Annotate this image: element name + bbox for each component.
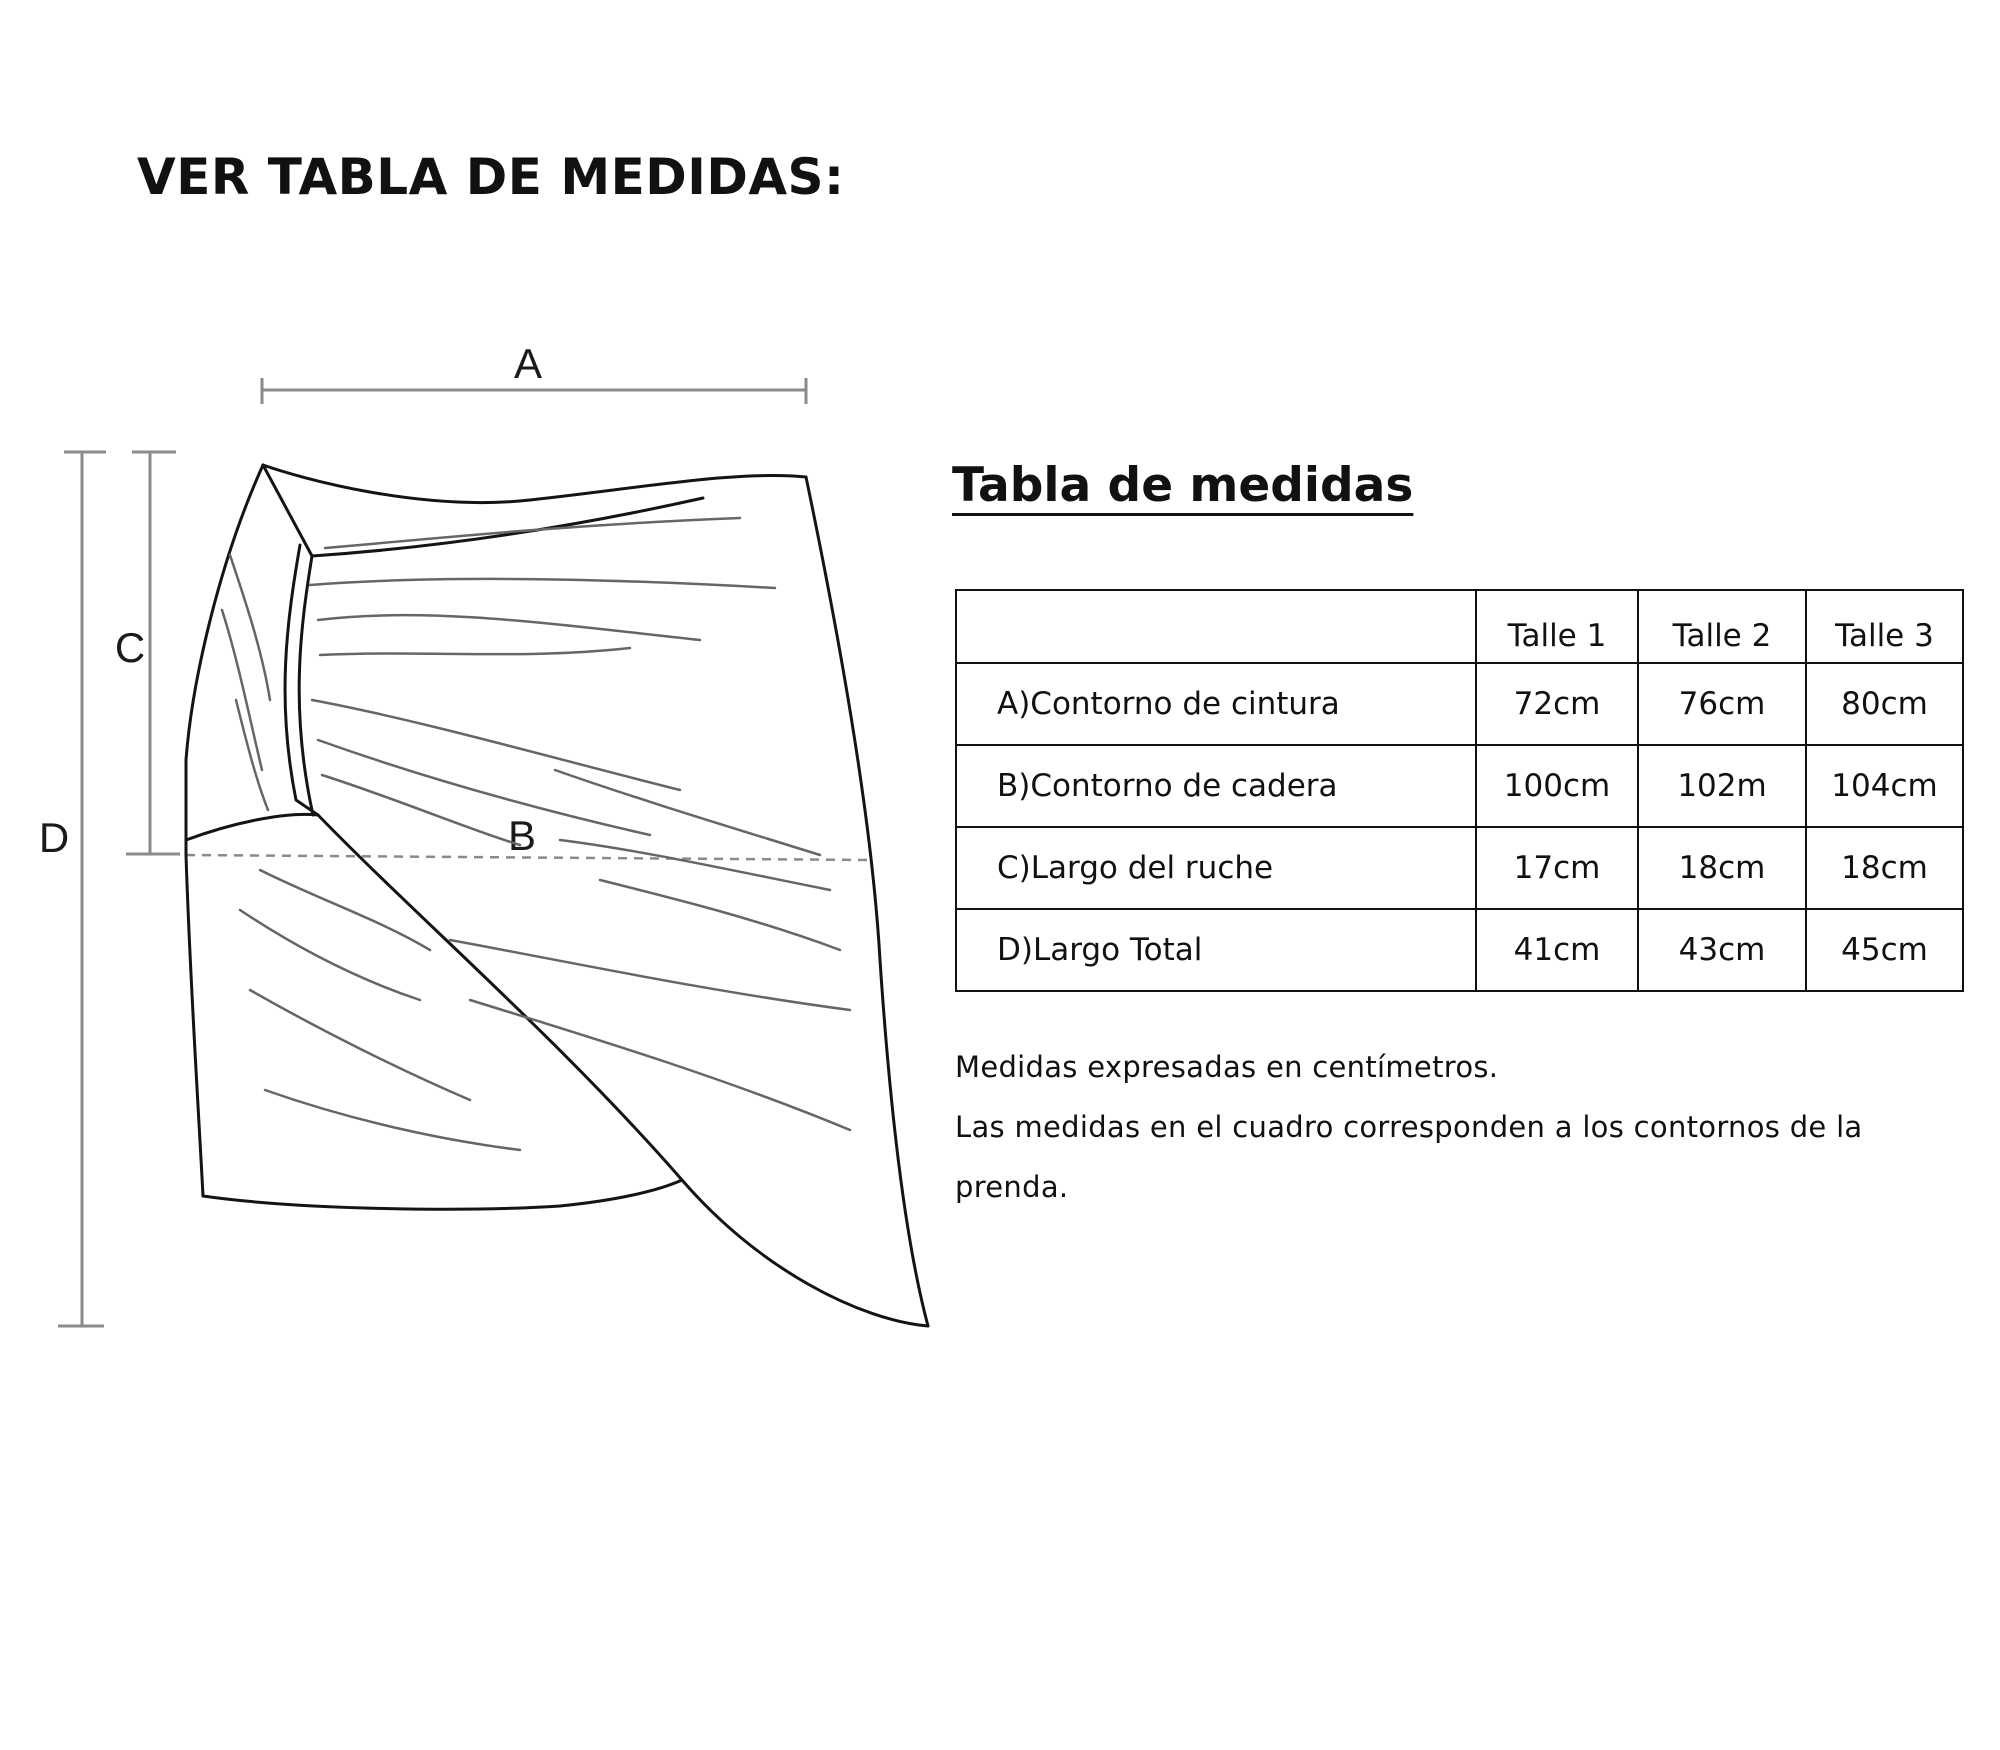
note-contours: Las medidas en el cuadro corresponden a los contornos de la prenda. xyxy=(955,1110,1863,1204)
table-cell: 72cm xyxy=(1476,663,1638,745)
table-header-row xyxy=(956,590,1963,663)
table-cell: 45cm xyxy=(1806,909,1963,991)
dimension-c-label: C xyxy=(114,624,146,671)
table-cell: 18cm xyxy=(1806,827,1963,909)
table-cell: 80cm xyxy=(1806,663,1963,745)
table-title: Tabla de medidas xyxy=(952,458,1414,513)
table-cell: 100cm xyxy=(1476,745,1638,827)
table-row xyxy=(956,663,1963,745)
skirt-outline xyxy=(186,465,928,1326)
table-row xyxy=(956,827,1963,909)
dimension-d-line xyxy=(58,452,106,1326)
table-cell: 76cm xyxy=(1638,663,1806,745)
skirt-diagram xyxy=(0,0,1000,1400)
column-header-talle-3: Talle 3 xyxy=(1806,590,1963,663)
row-label: B)Contorno de cadera xyxy=(956,745,1476,827)
page-heading: VER TABLA DE MEDIDAS: xyxy=(137,148,845,206)
column-header-talle-1: Talle 1 xyxy=(1476,590,1638,663)
size-table xyxy=(955,589,1964,992)
table-row xyxy=(956,909,1963,991)
row-label: A)Contorno de cintura xyxy=(956,663,1476,745)
table-cell: 104cm xyxy=(1806,745,1963,827)
note-units: Medidas expresadas en centímetros. xyxy=(955,1050,1499,1084)
dimension-d-label: D xyxy=(38,814,70,861)
table-cell: 102m xyxy=(1638,745,1806,827)
header-corner-cell xyxy=(956,590,1476,663)
column-header-talle-2: Talle 2 xyxy=(1638,590,1806,663)
table-cell: 17cm xyxy=(1476,827,1638,909)
table-cell: 41cm xyxy=(1476,909,1638,991)
row-label: D)Largo Total xyxy=(956,909,1476,991)
table-cell: 18cm xyxy=(1638,827,1806,909)
table-row xyxy=(956,745,1963,827)
table-cell: 43cm xyxy=(1638,909,1806,991)
row-label: C)Largo del ruche xyxy=(956,827,1476,909)
notes xyxy=(955,1037,1965,1217)
dimension-a-label: A xyxy=(513,340,543,387)
dimension-b-label: B xyxy=(507,812,537,859)
